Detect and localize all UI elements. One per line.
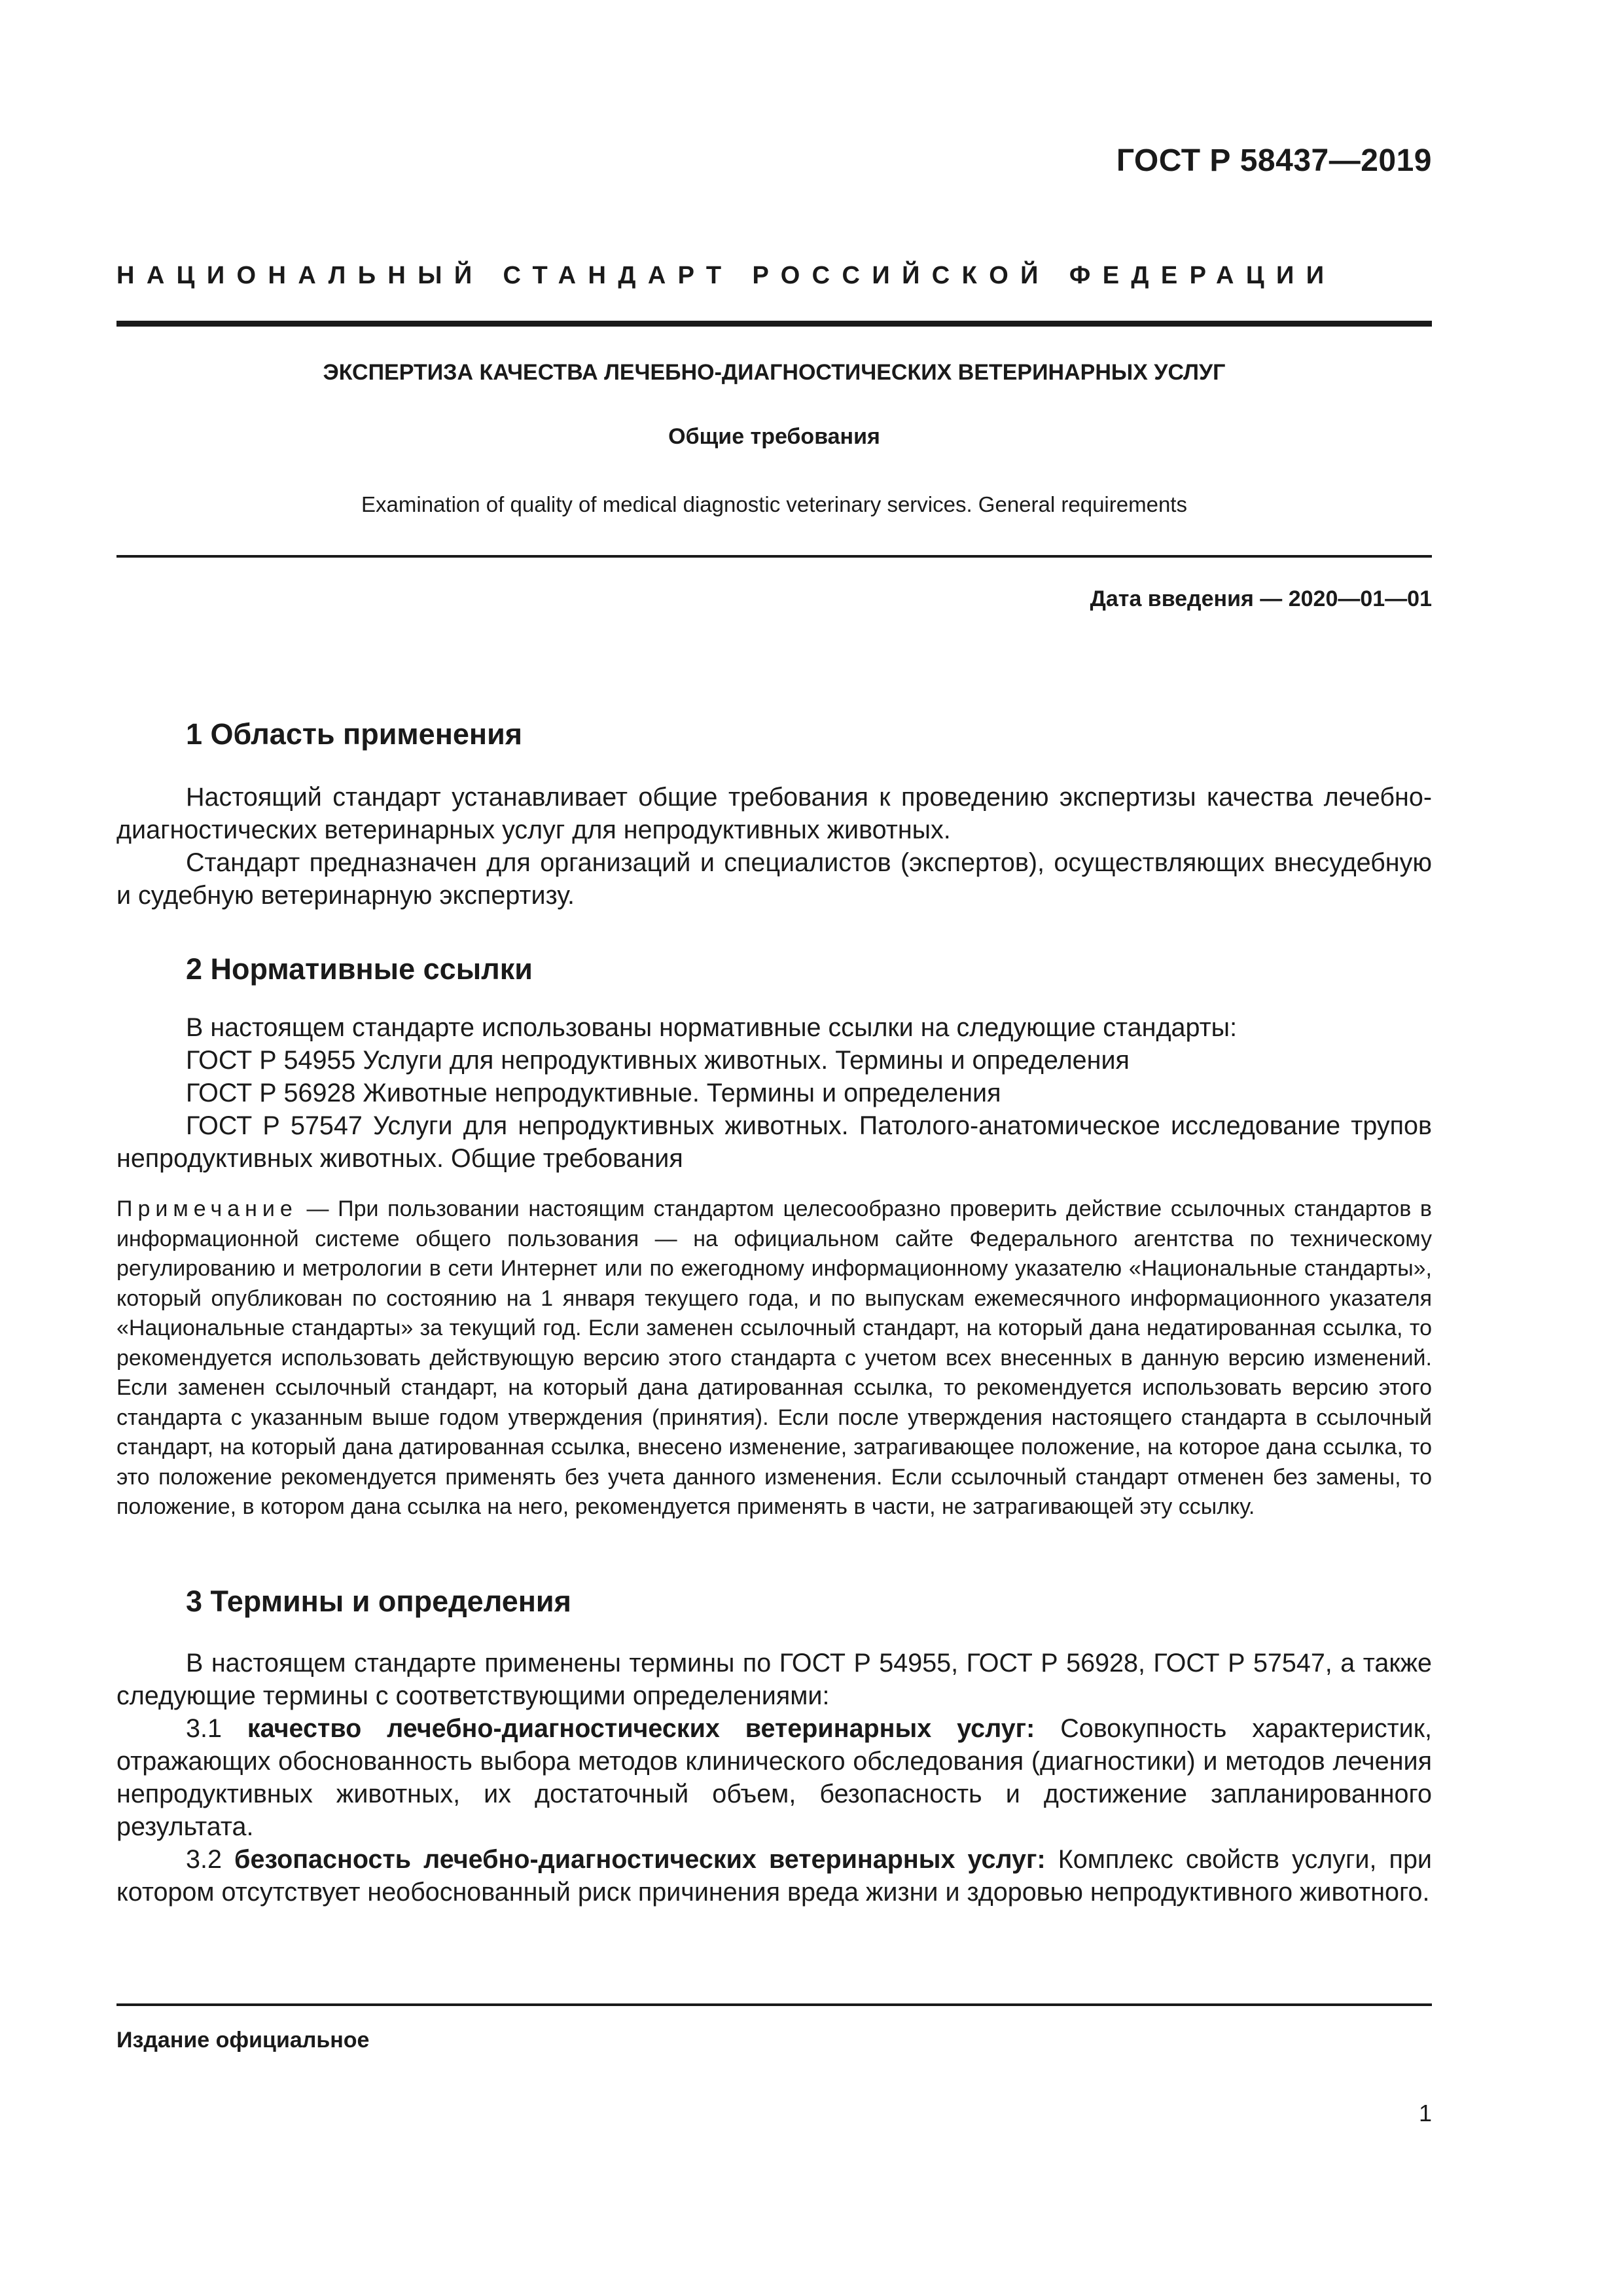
section-1-paragraph: Стандарт предназначен для организаций и специалистов (экспертов), осуществляющих внесудебную и судебную ветеринарную экспертизу. <box>116 848 1432 910</box>
section-2-heading: 2 Нормативные ссылки <box>186 952 533 986</box>
reference-item: ГОСТ Р 54955 Услуги для непродуктивных животных. Термины и определения <box>186 1046 1130 1075</box>
footer-rule <box>116 2003 1432 2006</box>
section-1-heading: 1 Область применения <box>186 717 523 751</box>
term-number: 3.1 <box>186 1714 222 1743</box>
term-number: 3.2 <box>186 1845 222 1874</box>
header-thin-rule <box>116 555 1432 558</box>
section-3-heading: 3 Термины и определения <box>186 1585 571 1618</box>
national-standard-title: НАЦИОНАЛЬНЫЙ СТАНДАРТ РОССИЙСКОЙ ФЕДЕРАЦИИ <box>116 262 1336 289</box>
english-title: Examination of quality of medical diagnostic veterinary services. General requirements <box>361 492 1187 516</box>
document-subtitle: Общие требования <box>668 424 880 449</box>
references-intro: В настоящем стандарте использованы нормативные ссылки на следующие стандарты: <box>186 1013 1238 1042</box>
section-2-body <box>116 1011 1432 1175</box>
note-text: — При пользовании настоящим стандартом целесообразно проверить действие ссылочных стандартов в информационной системе общего пользования — на официальном сайте Федерального агентства по техническому регулированию и метрологии в сети Интернет или по ежегодному информационному указателю «Национальные стандарты», который опубликован по состоянию на 1 января текущего года, и по выпускам ежемесячного информационного указателя «Национальные стандарты» за текущий год. Если заменен ссылочный стандарт, на который дана недатированная ссылка, то рекомендуется использовать действующую версию этого стандарта с учетом всех внесенных в данную версию изменений. Если заменен ссылочный стандарт, на который дана датированная ссылка, то рекомендуется использовать версию этого стандарта с указанным выше годом утверждения (принятия). Если после утверждения настоящего стандарта в ссылочный стандарт, на который дана датированная ссылка, внесено изменение, затрагивающее положение, на которое дана ссылка, то это положение рекомендуется применять без учета данного изменения. Если ссылочный стандарт отменен без замены, то положение, в котором дана ссылка на него, рекомендуется применять в части, не затрагивающей эту ссылку. <box>116 1196 1432 1519</box>
term-definition: Комплекс свойств услуги, при котором отсутствует необоснованный риск причинения вреда жизни и здоровью непродуктивного животного. <box>116 1845 1432 1907</box>
document-page <box>116 0 1432 2296</box>
term-name: качество лечебно-диагностических ветеринарных услуг: <box>247 1714 1035 1743</box>
header-thick-rule <box>116 321 1432 327</box>
reference-item: ГОСТ Р 56928 Животные непродуктивные. Термины и определения <box>186 1079 1001 1107</box>
page-number: 1 <box>1418 2100 1432 2126</box>
term-name: безопасность лечебно-диагностических ветеринарных услуг: <box>234 1845 1046 1874</box>
term-entry <box>116 1843 1432 1909</box>
section-3-body <box>116 1647 1432 1909</box>
introduction-date: Дата введения — 2020—01—01 <box>1090 586 1432 611</box>
edition-label: Издание официальное <box>116 2028 370 2053</box>
reference-item: ГОСТ Р 57547 Услуги для непродуктивных животных. Патолого-анатомическое исследование трупов непродуктивных животных. Общие требования <box>116 1111 1432 1173</box>
term-definition: Совокупность характеристик, отражающих обоснованность выбора методов клинического обследования (диагностики) и методов лечения непродуктивных животных, их достаточный объем, безопасность и достижение запланированного результата. <box>116 1714 1432 1841</box>
section-1-body <box>116 781 1432 912</box>
document-main-title: ЭКСПЕРТИЗА КАЧЕСТВА ЛЕЧЕБНО-ДИАГНОСТИЧЕСКИХ ВЕТЕРИНАРНЫХ УСЛУГ <box>323 360 1226 385</box>
note-label: Примечание <box>116 1196 298 1221</box>
standard-number: ГОСТ Р 58437—2019 <box>1116 143 1432 178</box>
section-1-paragraph: Настоящий стандарт устанавливает общие требования к проведению экспертизы качества лечебно-диагностических ветеринарных услуг для непродуктивных животных. <box>116 783 1432 844</box>
term-entry <box>116 1712 1432 1843</box>
terms-intro: В настоящем стандарте применены термины по ГОСТ Р 54955, ГОСТ Р 56928, ГОСТ Р 57547, а также следующие термины с соответствующими определениями: <box>116 1649 1432 1710</box>
note-paragraph <box>116 1194 1432 1522</box>
